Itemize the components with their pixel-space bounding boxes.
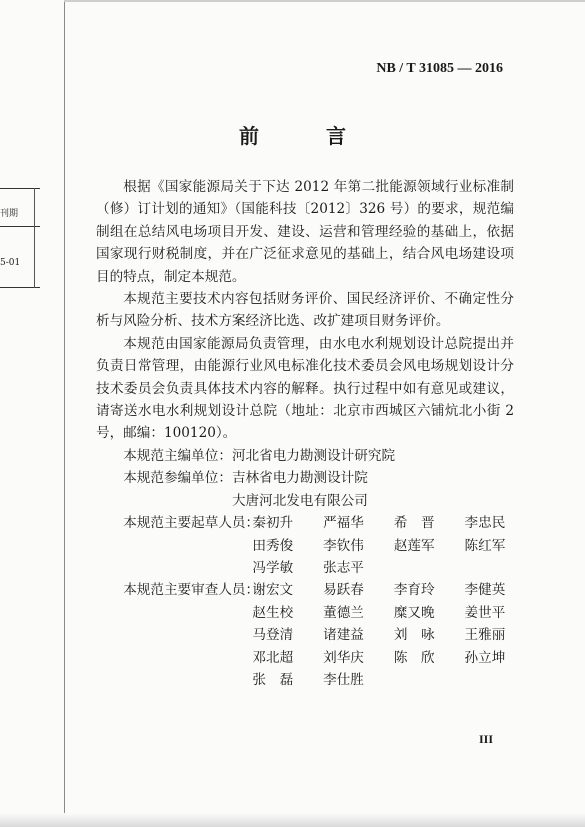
standard-code: NB / T 31085 — 2016 [376,61,503,76]
person-name: 张 磊 [252,671,294,688]
person-name: 李仕胜 [323,671,364,688]
person-name: 糜又晚 [393,604,435,621]
person-name: 陈红军 [464,537,506,554]
strip-vertical-rule [34,188,35,288]
participating-unit: 吉林省电力勘测设计院 [231,470,368,487]
person-name: 严福华 [323,515,364,532]
paragraph: 本规范主要技术内容包括财务评价、国民经济评价、不确定性分析与风险分析、技术方案经济比选、改扩建项目财务评价。 [96,291,514,330]
preface-body [96,176,514,691]
scan-shadow [0,813,585,827]
reviewers-row [96,647,514,669]
reviewers-row [96,579,514,601]
person-name: 田秀俊 [252,537,294,554]
drafters-row [96,535,514,557]
person-name: 冯学敏 [252,559,294,576]
person-name: 刘 咏 [393,627,435,644]
person-name: 易跃春 [323,582,364,599]
reviewers-row [96,602,514,624]
person-name: 李健英 [464,582,506,599]
person-name: 李育玲 [393,582,435,599]
scan-edge-top [64,0,585,2]
drafters-row [96,557,514,579]
reviewers-row [96,624,514,646]
person-name: 诸建益 [323,627,364,644]
reviewers-row [96,669,514,691]
person-name: 孙立坤 [464,649,506,666]
paragraph: 本规范由国家能源局负责管理，由水电水利规划设计总院提出并负责日常管理，由能源行业风电标准化技术委员会风电场规划设计分技术委员会负责具体技术内容的解释。执行过程中如有意见或建议，请寄送水电水利规划设计总院（地址：北京市西城区六铺炕北小街 2 号，邮编：100120）。 [96,335,514,442]
participating-editor-row [96,490,514,512]
person-name: 赵莲军 [393,537,435,554]
person-name: 王雅丽 [464,627,506,644]
person-name: 马登清 [252,627,294,644]
drafters-row [96,512,514,534]
strip-top-label: 刊期 [0,209,19,219]
adjacent-page-strip [0,188,40,288]
person-name: 秦初升 [252,515,294,532]
person-name: 刘华庆 [323,649,364,666]
strip-bottom-label: 5-01 [0,258,21,268]
page-title: 前 言 [239,124,376,148]
chief-editor-unit: 河北省电力勘测设计研究院 [231,447,396,464]
participating-editor-row [96,467,514,489]
paragraph: 根据《国家能源局关于下达 2012 年第二批能源领域行业标准制（修）订计划的通知》（国能科技〔2012〕326 号）的要求，规范编制组在总结风电场项目开发、建设、运营和管理经验的基础上，依据国家现行财税制度，并在广泛征求意见的基础上，结合风电场建设项目的特点，制定本规范。 [96,179,514,285]
person-name: 邓北超 [252,649,294,666]
person-name: 李忠民 [464,515,506,532]
person-name: 谢宏文 [252,582,294,599]
page-number: III [478,732,493,746]
person-name: 陈 欣 [393,649,435,666]
person-name: 希 晋 [393,515,435,532]
chief-editor-row [96,445,514,467]
person-name: 张志平 [323,559,364,576]
participating-editor-label: 本规范参编单位： [123,470,232,487]
reviewers-label: 本规范主要审查人员： [123,582,260,599]
participating-unit: 大唐河北发电有限公司 [231,492,368,509]
chief-editor-label: 本规范主编单位： [123,447,232,464]
drafters-label: 本规范主要起草人员： [123,515,260,532]
person-name: 姜世平 [464,604,506,621]
person-name: 李钦伟 [323,537,364,554]
person-name: 赵生校 [252,604,294,621]
person-name: 董德兰 [323,604,364,621]
